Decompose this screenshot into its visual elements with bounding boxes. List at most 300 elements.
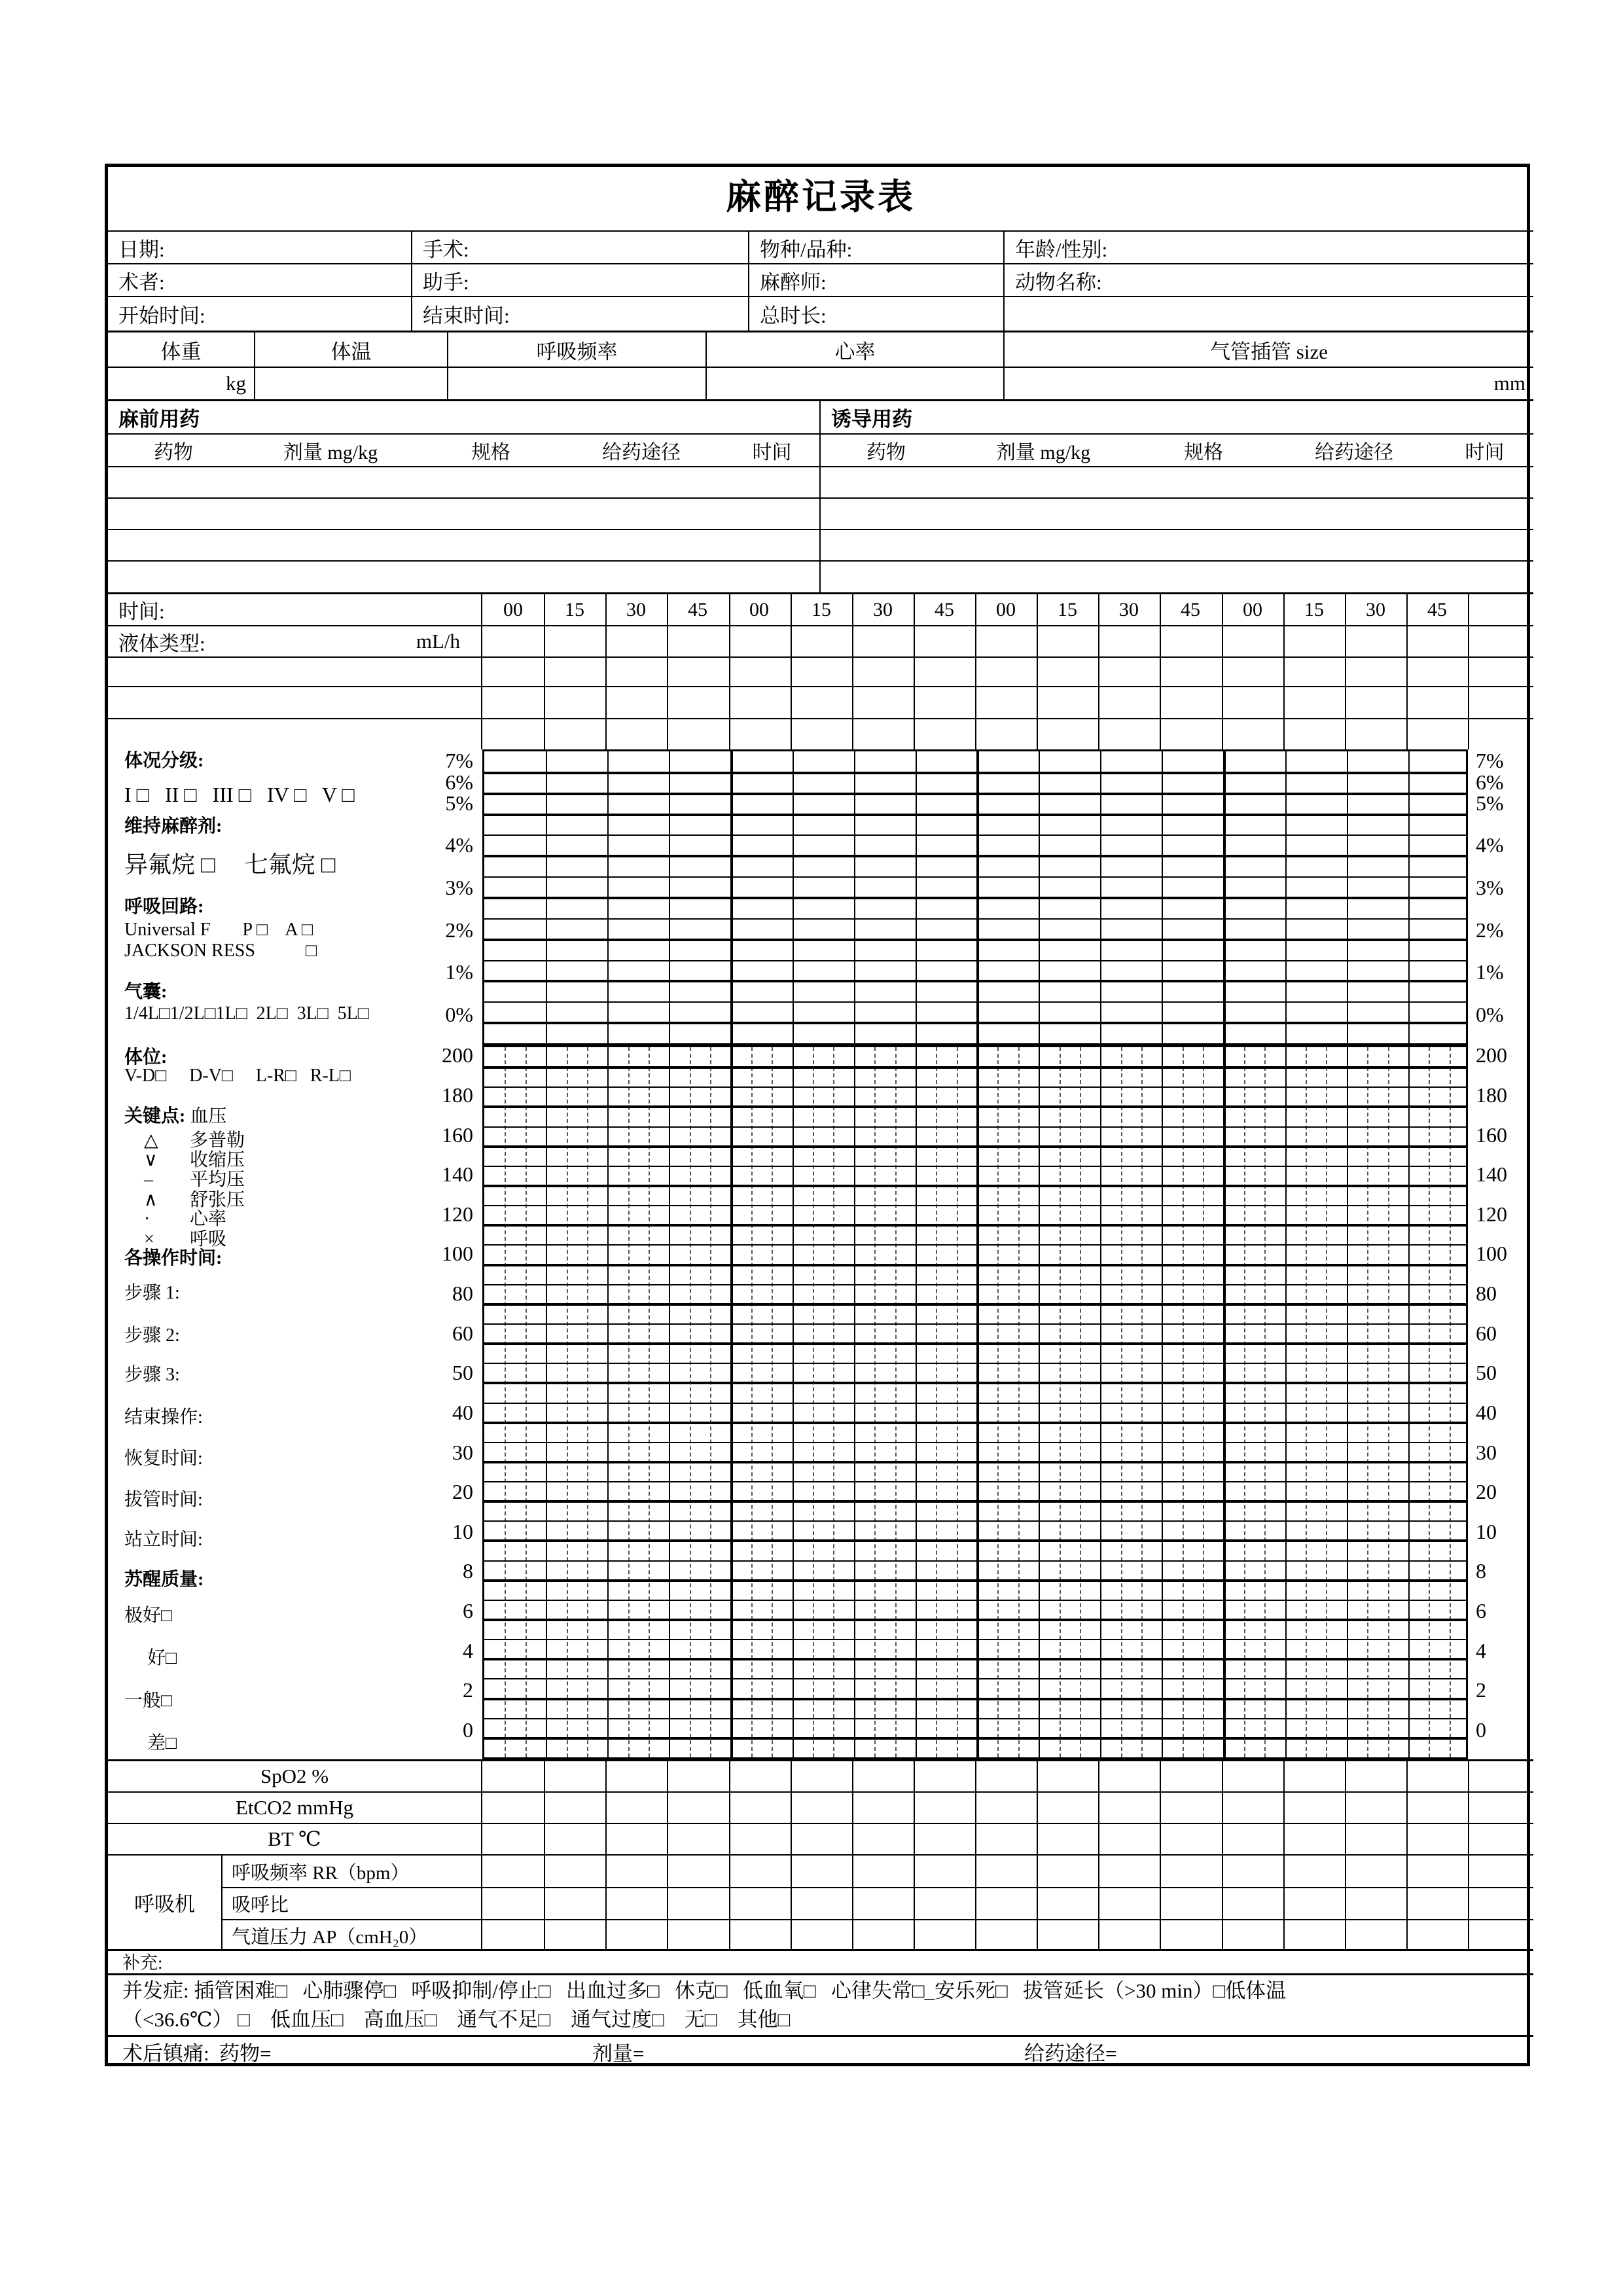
vent-rr-row: [223, 1856, 1533, 1887]
tick-00: 00: [749, 599, 769, 620]
grid-line: [484, 1639, 1466, 1640]
field-surgery-label: 手术:: [423, 238, 469, 261]
grid-line: [484, 1500, 1466, 1503]
grid-line: [484, 1185, 1466, 1187]
grid-line: [484, 960, 1466, 961]
grid-line: [791, 1824, 792, 1854]
keypoints-label: 关键点:: [124, 1106, 186, 1126]
vital-scale-right: 20: [1476, 1480, 1497, 1503]
operation-times-label: 各操作时间:: [124, 1248, 223, 1268]
grid-line: [605, 687, 607, 718]
analgesia-route-field: 给药途径=: [1024, 2042, 1117, 2065]
gas-scale-right: 5%: [1476, 791, 1504, 815]
quality-excellent-checkbox[interactable]: 极好□: [124, 1605, 172, 1626]
route-col: 给药途径: [1315, 442, 1393, 463]
grid-line: [914, 594, 915, 625]
vital-scale-left: 30: [452, 1441, 473, 1464]
grid-line: [1098, 1856, 1099, 1887]
analgesia-drug-field: 术后镇痛: 药物=: [122, 2042, 272, 2065]
grid-line: [1037, 1824, 1038, 1854]
grid-line: [1283, 658, 1285, 686]
tick-45: 45: [1181, 599, 1200, 620]
temperature-input[interactable]: [255, 368, 448, 399]
vital-scale-right: 120: [1476, 1202, 1507, 1226]
grid-line: [667, 658, 668, 686]
gas-scale-right: 7%: [1476, 749, 1504, 772]
gas-scale-left: 0%: [445, 1003, 473, 1026]
heart-rate-input[interactable]: [707, 368, 1005, 399]
end-operation-field[interactable]: 结束操作:: [124, 1407, 203, 1427]
fluid-cells[interactable]: [482, 626, 1533, 656]
tick-15: 15: [1304, 599, 1324, 620]
grid-line: [544, 719, 545, 749]
grid-line: [975, 658, 976, 686]
maintenance-checkboxes[interactable]: 异氟烷 □ 七氟烷 □: [124, 852, 336, 878]
time-axis-row: [108, 592, 1533, 625]
fluid-unit: mL/h: [416, 630, 460, 653]
et-tube-input[interactable]: [1005, 368, 1533, 399]
grid-line: [1098, 687, 1099, 718]
grid-line: [484, 1323, 1466, 1325]
field-assistant[interactable]: [412, 264, 749, 296]
recovery-quality-label: 苏醒质量:: [124, 1570, 204, 1590]
grid-line: [1345, 658, 1346, 686]
field-animal-name[interactable]: [1005, 264, 1533, 296]
vital-scale-right: 50: [1476, 1361, 1497, 1384]
grid-line: [1406, 1920, 1408, 1950]
grid-line: [852, 719, 853, 749]
field-surgeon-label: 术者:: [118, 270, 165, 294]
et-tube-header: 气管插管 size: [1210, 340, 1328, 363]
grid-line: [1037, 658, 1038, 686]
bag-checkboxes[interactable]: 1/4L□1/2L□1L□ 2L□ 3L□ 5L□: [124, 1003, 369, 1024]
vent-ap-cells[interactable]: [482, 1920, 1533, 1950]
grid-line: [544, 626, 545, 656]
grid-line: [791, 658, 792, 686]
drug-col: 药物: [154, 442, 193, 463]
gas-scale-left: 6%: [445, 770, 473, 794]
grid-line: [1037, 687, 1038, 718]
fluid-entry-row[interactable]: [108, 718, 1533, 749]
fluid-entry-row[interactable]: [108, 686, 1533, 718]
vent-ie-label: 吸呼比: [232, 1895, 289, 1916]
gas-scale-left: 3%: [445, 876, 473, 899]
grid-line: [914, 719, 915, 749]
grid-line: [914, 626, 915, 656]
grid-line: [484, 1086, 1466, 1088]
grid-line: [605, 1824, 607, 1854]
vital-scale-left: 6: [463, 1599, 473, 1623]
vital-scale-left: 2: [463, 1678, 473, 1702]
grid-line: [1345, 1888, 1346, 1919]
grid-line: [1098, 626, 1099, 656]
grid-line: [1406, 1761, 1408, 1791]
grid-line: [1098, 1888, 1099, 1919]
grid-line: [791, 719, 792, 749]
grid-line: [1037, 719, 1038, 749]
grid-line: [605, 719, 607, 749]
quality-good-checkbox[interactable]: 好□: [147, 1648, 177, 1668]
grid-line: [1283, 1761, 1285, 1791]
field-animal-name-label: 动物名称:: [1015, 270, 1102, 294]
grid-line: [852, 626, 853, 656]
grid-line: [484, 1560, 1466, 1562]
field-total-duration[interactable]: [749, 297, 1005, 331]
gas-scale-right: 6%: [1476, 770, 1504, 794]
vital-scale-left: 50: [452, 1361, 473, 1384]
grid-line: [975, 1856, 976, 1887]
grid-line: [1345, 594, 1346, 625]
grid-line: [1222, 1793, 1223, 1823]
grid-line: [1098, 1920, 1099, 1950]
grid-line: [484, 1284, 1466, 1285]
grid-line: [484, 876, 1466, 878]
field-date[interactable]: [108, 232, 412, 263]
vitals-plot-grid[interactable]: [482, 1045, 1468, 1759]
grid-line: [1283, 1920, 1285, 1950]
grid-line: [1160, 626, 1161, 656]
grid-line: [484, 814, 1466, 816]
grid-line: [1222, 594, 1223, 625]
legend-mean-label: 平均压: [190, 1170, 245, 1190]
grid-line: [729, 1888, 730, 1919]
induction-header: 诱导用药: [831, 408, 912, 431]
vital-scale-right: 40: [1476, 1401, 1497, 1424]
grid-line: [1406, 687, 1408, 718]
vital-scale-right: 180: [1476, 1083, 1507, 1107]
tick-00: 00: [503, 599, 523, 620]
grid-line: [729, 1824, 730, 1854]
grid-line: [667, 1856, 668, 1887]
page-title: 麻醉记录表: [726, 177, 916, 217]
grid-line: [667, 687, 668, 718]
circuit-jackson-checkbox[interactable]: JACKSON RESS □: [124, 941, 317, 961]
grid-line: [729, 719, 730, 749]
legend-heart-rate-label: 心率: [190, 1209, 227, 1229]
grid-line: [484, 1224, 1466, 1227]
grid-line: [1160, 594, 1161, 625]
supplement-row[interactable]: [108, 1949, 1533, 1973]
grid-line: [852, 687, 853, 718]
extubation-time-field[interactable]: 拔管时间:: [124, 1490, 203, 1510]
position-checkboxes[interactable]: V-D□ D-V□ L-R□ R-L□: [124, 1066, 351, 1086]
tick-30: 30: [1119, 599, 1139, 620]
grid-line: [852, 1761, 853, 1791]
vital-scale-right: 10: [1476, 1520, 1497, 1543]
grid-line: [852, 594, 853, 625]
grid-line: [544, 594, 545, 625]
grid-line: [852, 1888, 853, 1919]
vital-scale-right: 0: [1476, 1718, 1486, 1742]
spec-col: 规格: [471, 442, 510, 463]
grid-line: [484, 1303, 1466, 1306]
fluid-label: 液体类型:: [118, 632, 205, 655]
grid-line: [729, 658, 730, 686]
grid-line: [1160, 658, 1161, 686]
grid-line: [1160, 1793, 1161, 1823]
grid-line: [484, 793, 1466, 795]
grid-line: [1283, 1824, 1285, 1854]
grid-line: [1345, 1856, 1346, 1887]
standing-time-field[interactable]: 站立时间:: [124, 1530, 203, 1550]
field-surgery[interactable]: [412, 232, 749, 263]
med-entry-row[interactable]: [108, 529, 1533, 560]
grid-line: [1037, 626, 1038, 656]
complications-row[interactable]: [108, 1973, 1533, 2035]
title-row: [108, 167, 1533, 230]
field-species-label: 物种/品种:: [760, 238, 853, 261]
grid-line: [791, 1920, 792, 1950]
fluid-type-row[interactable]: [108, 625, 1533, 656]
time-ticks: [482, 594, 1533, 625]
gas-scale-right: 4%: [1476, 833, 1504, 857]
gas-scale-left: 2%: [445, 918, 473, 942]
field-total-duration-label: 总时长:: [760, 304, 827, 327]
field-info-extra[interactable]: [1005, 297, 1533, 331]
grid-line: [484, 1363, 1466, 1364]
analgesia-dose-field: 剂量=: [592, 2042, 645, 2065]
vital-scale-right: 160: [1476, 1123, 1507, 1147]
vital-scale-right: 140: [1476, 1162, 1507, 1186]
grid-line: [1468, 1824, 1469, 1854]
vitals-value-row: [108, 367, 1533, 399]
vee-marker-icon: ∨: [144, 1150, 158, 1170]
grid-line: [729, 1856, 730, 1887]
grid-line: [484, 1678, 1466, 1679]
vital-scale-right: 60: [1476, 1321, 1497, 1345]
med-columns-row: [108, 433, 1533, 466]
vent-rr-label: 呼吸频率 RR（bpm）: [232, 1862, 410, 1884]
grid-line: [484, 1539, 1466, 1542]
grid-line: [544, 1856, 545, 1887]
grid-line: [1222, 687, 1223, 718]
time-col: 时间: [752, 442, 792, 463]
respiration-input[interactable]: [448, 368, 707, 399]
grid-line: [1345, 626, 1346, 656]
grid-line: [544, 1824, 545, 1854]
grid-line: [1222, 719, 1223, 749]
grid-line: [791, 687, 792, 718]
grid-line: [914, 1793, 915, 1823]
field-age-sex[interactable]: [1005, 232, 1533, 263]
grid-line: [484, 939, 1466, 941]
recovery-time-field[interactable]: 恢复时间:: [124, 1448, 203, 1469]
spo2-row: [108, 1759, 1533, 1791]
grid-line: [914, 1856, 915, 1887]
grid-line: [484, 1105, 1466, 1108]
grid-line: [484, 1579, 1466, 1582]
gas-scale-left: 4%: [445, 833, 473, 857]
grid-line: [484, 772, 1466, 774]
info-row-2: [108, 263, 1533, 296]
vital-scale-left: 180: [442, 1083, 473, 1107]
grid-line: [667, 1761, 668, 1791]
body-condition-checkboxes[interactable]: I □ II □ III □ IV □ V □: [124, 783, 355, 806]
fluid-entry-row[interactable]: [108, 656, 1533, 686]
field-surgeon[interactable]: [108, 264, 412, 296]
grid-line: [544, 1888, 545, 1919]
etco2-cells[interactable]: [482, 1793, 1533, 1823]
vital-scale-right: 6: [1476, 1599, 1486, 1623]
field-species[interactable]: [749, 232, 1005, 263]
grid-line: [791, 1856, 792, 1887]
grid-line: [852, 1824, 853, 1854]
legend-doppler-label: 多普勒: [190, 1130, 245, 1151]
grid-line: [729, 1920, 730, 1950]
grid-line: [1098, 594, 1099, 625]
grid-line: [1160, 1856, 1161, 1887]
gas-scale-left: 1%: [445, 960, 473, 984]
field-end-time[interactable]: [412, 297, 749, 331]
grid-line: [484, 1264, 1466, 1266]
vital-scale-right: 4: [1476, 1639, 1486, 1662]
vital-scale-left: 80: [452, 1282, 473, 1305]
premed-header: 麻前用药: [118, 408, 200, 431]
grid-line: [1345, 1824, 1346, 1854]
grid-line: [667, 1793, 668, 1823]
vent-rr-cells[interactable]: [482, 1856, 1533, 1887]
etco2-label: EtCO2 mmHg: [236, 1796, 353, 1819]
grid-line: [484, 1520, 1466, 1522]
grid-line: [605, 594, 607, 625]
time-col: 时间: [1465, 442, 1505, 463]
grid-line: [1037, 1856, 1038, 1887]
grid-line: [484, 1001, 1466, 1003]
mm-unit: mm: [1493, 372, 1525, 395]
grid-line: [605, 626, 607, 656]
circuit-universal-checkboxes[interactable]: Universal F P □ A □: [124, 920, 313, 940]
bt-cells[interactable]: [482, 1824, 1533, 1854]
grid-line: [975, 626, 976, 656]
grid-line: [1222, 1920, 1223, 1950]
tick-45: 45: [1427, 599, 1447, 620]
grid-line: [914, 658, 915, 686]
grid-line: [484, 1403, 1466, 1404]
vital-scale-left: 10: [452, 1520, 473, 1543]
grid-line: [484, 1066, 1466, 1069]
step3-field[interactable]: 步骤 3:: [124, 1365, 180, 1385]
temperature-header: 体温: [330, 340, 372, 363]
grid-line: [1406, 658, 1408, 686]
quality-poor-checkbox[interactable]: 差□: [147, 1733, 177, 1753]
med-entry-row[interactable]: [108, 560, 1533, 592]
med-entry-row[interactable]: [108, 497, 1533, 529]
grid-line: [1283, 1856, 1285, 1887]
grid-line: [1098, 1824, 1099, 1854]
bt-label: BT ℃: [268, 1827, 321, 1850]
grid-line: [484, 1205, 1466, 1206]
tick-45: 45: [935, 599, 954, 620]
field-anesthetist[interactable]: [749, 264, 1005, 296]
etco2-row: [108, 1791, 1533, 1823]
step1-field[interactable]: 步骤 1:: [124, 1283, 180, 1303]
grid-line: [1222, 1856, 1223, 1887]
grid-line: [1345, 719, 1346, 749]
grid-line: [667, 594, 668, 625]
grid-line: [1283, 1888, 1285, 1919]
grid-line: [1406, 594, 1408, 625]
grid-line: [1468, 687, 1469, 718]
grid-line: [605, 1888, 607, 1919]
tick-30: 30: [626, 599, 646, 620]
legend-respiration-label: 呼吸: [190, 1229, 227, 1249]
complications-line1: 并发症: 插管困难□ 心肺骤停□ 呼吸抑制/停止□ 出血过多□ 休克□ 低血氧□ 心律失常□_安乐死□ 拔管延长（>30 min）□低体温: [122, 1979, 1287, 2002]
dot-marker-icon: ·: [144, 1209, 151, 1229]
grid-line: [605, 1761, 607, 1791]
grid-line: [484, 1658, 1466, 1660]
med-entry-row[interactable]: [108, 466, 1533, 497]
grid-line: [484, 1244, 1466, 1246]
grid-line: [852, 1793, 853, 1823]
grid-line: [544, 1761, 545, 1791]
grid-line: [975, 1920, 976, 1950]
grid-line: [484, 1698, 1466, 1700]
grid-line: [914, 1920, 915, 1950]
grid-line: [975, 1793, 976, 1823]
spo2-cells[interactable]: [482, 1761, 1533, 1791]
grid-line: [729, 1761, 730, 1791]
grid-line: [791, 1888, 792, 1919]
vital-scale-left: 200: [442, 1043, 473, 1067]
grid-line: [975, 594, 976, 625]
vital-scale-right: 8: [1476, 1559, 1486, 1583]
vital-scale-left: 4: [463, 1639, 473, 1662]
grid-line: [484, 918, 1466, 920]
grid-line: [1283, 626, 1285, 656]
vent-ie-cells[interactable]: [482, 1888, 1533, 1919]
maintenance-label: 维持麻醉剂:: [124, 816, 223, 836]
grid-line: [729, 594, 730, 625]
vital-scale-right: 2: [1476, 1678, 1486, 1702]
grid-line: [484, 1022, 1466, 1024]
grid-line: [791, 1793, 792, 1823]
quality-fair-checkbox[interactable]: 一般□: [124, 1691, 172, 1711]
field-start-time[interactable]: [108, 297, 412, 331]
grid-line: [484, 1461, 1466, 1463]
grid-line: [975, 1888, 976, 1919]
respiration-header: 呼吸频率: [536, 340, 618, 363]
grid-line: [1222, 658, 1223, 686]
grid-line: [1098, 1761, 1099, 1791]
grid-line: [1098, 658, 1099, 686]
heart-rate-header: 心率: [834, 340, 876, 363]
step2-field[interactable]: 步骤 2:: [124, 1325, 180, 1346]
postop-analgesia-row[interactable]: [108, 2035, 1533, 2070]
grid-line: [1160, 1920, 1161, 1950]
weight-input[interactable]: [108, 368, 255, 399]
grid-line: [1222, 1824, 1223, 1854]
premed-columns: [108, 435, 821, 466]
grid-line: [1283, 594, 1285, 625]
gas-percent-grid[interactable]: [482, 749, 1468, 1045]
grid-line: [667, 1888, 668, 1919]
info-row-3: [108, 296, 1533, 331]
grid-line: [1468, 1793, 1469, 1823]
grid-line: [544, 1920, 545, 1950]
grid-line: [1406, 1793, 1408, 1823]
grid-line: [729, 687, 730, 718]
grid-line: [914, 1888, 915, 1919]
grid-line: [1160, 1888, 1161, 1919]
grid-line: [1406, 1888, 1408, 1919]
grid-line: [975, 1824, 976, 1854]
vital-scale-left: 100: [442, 1242, 473, 1265]
triangle-marker-icon: △: [144, 1130, 158, 1151]
grid-line: [484, 1481, 1466, 1482]
gas-scale-left: 5%: [445, 791, 473, 815]
field-age-sex-label: 年龄/性别:: [1015, 238, 1108, 261]
grid-line: [1406, 1824, 1408, 1854]
